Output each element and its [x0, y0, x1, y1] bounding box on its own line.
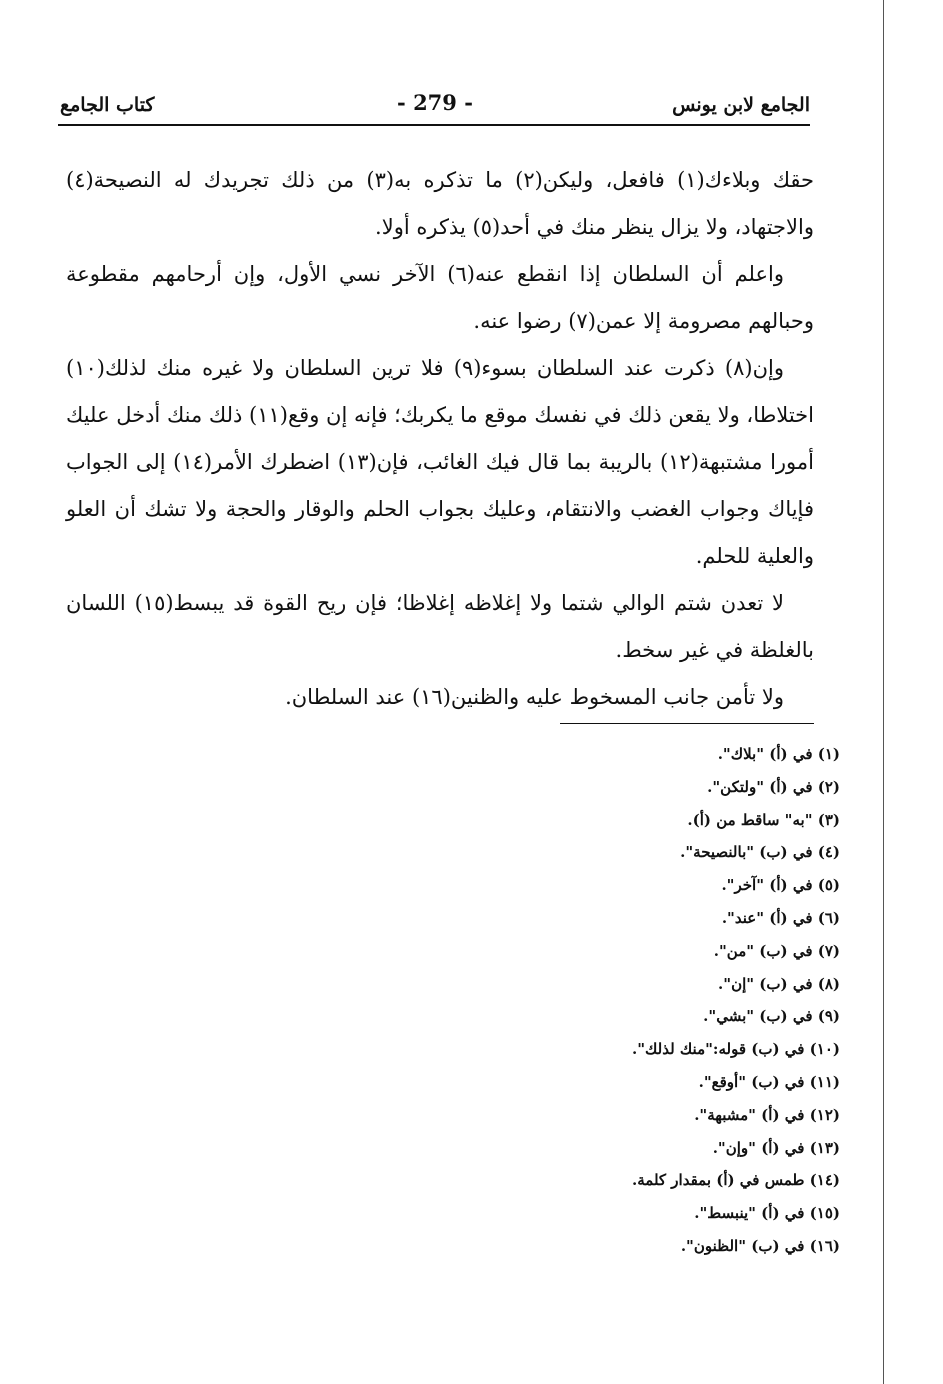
running-header	[60, 90, 810, 120]
footnote: (٣) "به" ساقط من (أ).	[687, 810, 840, 829]
paragraph: واعلم أن السلطان إذا انقطع عنه(٦) الآخر نسي الأول، وإن أرحامهم مقطوعة وحبالهم مصرومة إلا عمن(٧) رضوا عنه.	[66, 262, 814, 333]
footnote: (٨) في (ب) "إن".	[718, 974, 840, 993]
footnote: (١٤) طمس في (أ) بمقدار كلمة.	[632, 1171, 840, 1190]
footnote: (١١) في (ب) "أوقع".	[698, 1072, 840, 1091]
footnote: (٩) في (ب) "بشي".	[703, 1007, 840, 1026]
footnote: (١٥) في (أ) "ينبسط".	[694, 1204, 840, 1223]
main-text	[66, 157, 814, 721]
paragraph: وإن(٨) ذكرت عند السلطان بسوء(٩) فلا ترين السلطان ولا غيره منك لذلك(١٠) اختلاطا، ولا يقعن ذلك في نفسك موقع ما يكربك؛ فإنه إن وقع(١١) ذلك منك أدخل عليك أمورا مشتبهة(١٢) بالريبة بما قال فيك الغائب، فإن(١٣) اضطرك الأمر(١٤) إلى الجواب فإياك وجواب الغضب والانتقام، وعليك بجواب الحلم والوقار والحجة ولا تشك أن العلو والعلية للحلم.	[66, 356, 814, 568]
footnote: (٧) في (ب) "من".	[713, 941, 840, 960]
paragraph: ولا تأمن جانب المسخوط عليه والظنين(١٦) عند السلطان.	[285, 685, 784, 709]
footnote: (٦) في (أ) "عند".	[721, 908, 840, 927]
footnotes-list	[470, 738, 840, 1263]
page-number: - 279 -	[397, 90, 473, 115]
footnote: (١٣) في (أ) "وإن".	[712, 1138, 840, 1157]
footnote: (٥) في (أ) "آخر".	[721, 876, 840, 895]
paragraph: حقك وبلاءك(١) فافعل، وليكن(٢) ما تذكره به(٣) من ذلك تجريدك له النصيحة(٤) والاجتهاد، ولا يزال ينظر منك في أحد(٥) يذكره أولا.	[66, 168, 815, 239]
footnote: (١٦) في (ب) "الظنون".	[680, 1236, 840, 1255]
footnote: (١٠) في (ب) قوله:"منك لذلك".	[632, 1040, 840, 1059]
header-book-title: الجامع لابن يونس	[672, 94, 810, 116]
paragraph: لا تعدن شتم الوالي شتما ولا إغلاظه إغلاظا؛ فإن ريح القوة قد يبسط(١٥) اللسان بالغلظة في غير سخط.	[66, 591, 814, 662]
footnote-divider	[560, 723, 814, 724]
header-divider	[58, 124, 810, 126]
footnote: (١) في (أ) "بلاك".	[717, 745, 840, 763]
header-chapter-title: كتاب الجامع	[60, 94, 155, 116]
footnote: (٢) في (أ) "ولتكن".	[707, 777, 840, 796]
footnote: (١٢) في (أ) "مشبهة".	[694, 1105, 840, 1124]
footnote: (٤) في (ب) "بالنصيحة".	[680, 843, 840, 862]
scan-edge-line	[883, 0, 884, 1384]
